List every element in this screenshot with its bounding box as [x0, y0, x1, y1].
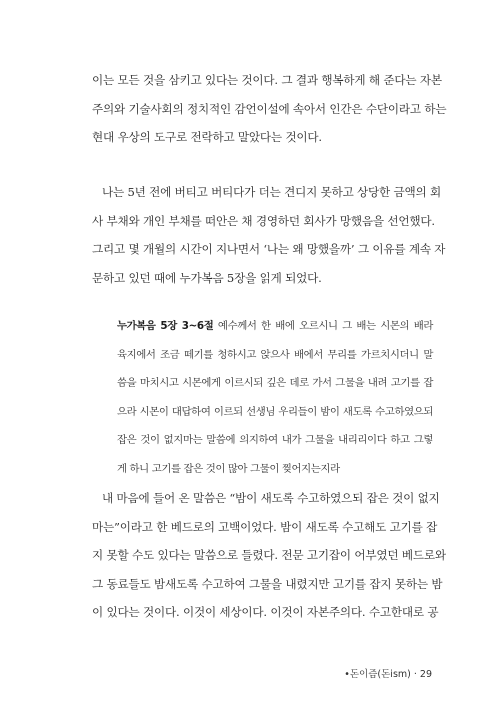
- text-line: 지 못할 수도 있다는 말씀으로 들렸다. 전문 고기잡이 어부였던 베드로와: [92, 548, 446, 562]
- text-line: 이는 모든 것을 삼키고 있다는 것이다. 그 결과 행복하게 해 준다는 자본: [92, 73, 442, 87]
- text-line: 그 동료들도 밤새도록 수고하여 그물을 내렸지만 고기를 잡지 못하는 밤: [92, 576, 443, 591]
- text-line: 내 마음에 들어 온 말씀은 “밤이 새도록 수고하였으되 잡은 것이 없지: [102, 491, 440, 505]
- text-line: 나는 5년 전에 버티고 버티다가 더는 견디지 못하고 상당한 금액의 회: [102, 185, 442, 199]
- text-line: 주의와 기술사회의 정치적인 감언이설에 속아서 인간은 수단이라고 하는: [92, 101, 447, 116]
- quote-line: 육지에서 조금 떼기를 청하시고 앉으사 배에서 무리를 가르치시더니 말: [117, 348, 433, 361]
- page-footer: •돈이즘(돈ism) · 29: [344, 669, 432, 680]
- quote-line: [117, 312, 433, 341]
- text-line: 마는”이라고 한 베드로의 고백이었다. 밤이 새도록 수고해도 고기를 잡: [92, 519, 438, 534]
- quote-line: 잡은 것이 없지마는 말씀에 의지하여 내가 그물을 내리리이다 하고 그렇: [117, 434, 433, 447]
- scripture-reference: 누가복음 5장 3~6절: [117, 320, 214, 332]
- text-line: 그리고 몇 개월의 시간이 지나면서 ‘나는 왜 망했을까’ 그 이유를 계속 자: [92, 242, 446, 256]
- text-line: 현대 우상의 도구로 전락하고 말았다는 것이다.: [92, 130, 322, 144]
- body-paragraph-2: [92, 178, 446, 292]
- text-line: 이 있다는 것이다. 이것이 세상이다. 이것이 자본주의다. 수고한대로 공: [92, 605, 439, 619]
- text-line: 문하고 있던 때에 누가복음 5장을 읽게 되었다.: [92, 270, 322, 285]
- quote-line: 씀을 마치시고 시몬에게 이르시되 깊은 데로 가서 그물을 내려 고기를 잡: [117, 377, 433, 390]
- text-line: 사 부채와 개인 부채를 떠안은 채 경영하던 회사가 망했음을 선언했다.: [92, 213, 435, 228]
- quote-text: 예수께서 한 배에 오르시니 그 배는 시몬의 배라: [213, 320, 433, 332]
- body-paragraph-3: [92, 484, 446, 627]
- body-paragraph-1: [92, 66, 447, 152]
- scripture-quote: [117, 312, 433, 484]
- quote-line: 게 하니 고기를 잡은 것이 많아 그물이 찢어지는지라: [117, 462, 340, 475]
- quote-line: 으라 시몬이 대답하여 이르되 선생님 우리들이 밤이 새도록 수고하였으되: [117, 405, 433, 418]
